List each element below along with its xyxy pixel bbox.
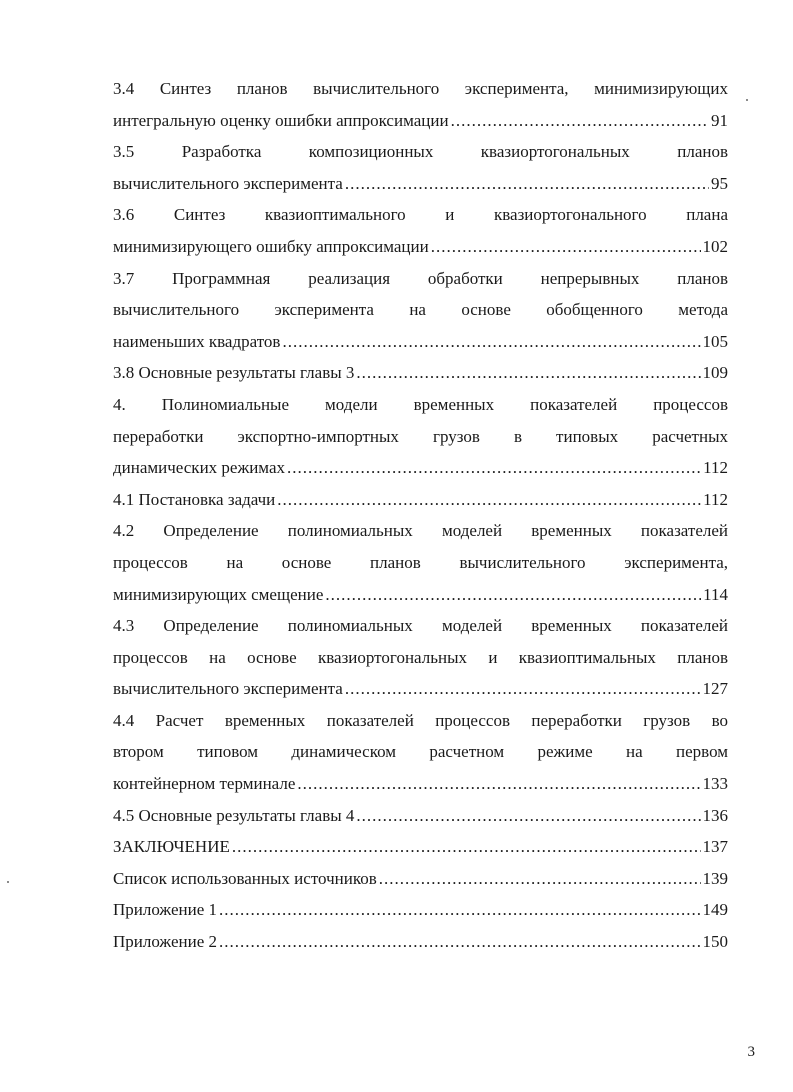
toc-entry-title: наименьших квадратов	[113, 331, 281, 351]
dot-leader	[232, 831, 701, 863]
toc-entry-page: 112	[703, 489, 728, 509]
toc-entry-last-line	[113, 768, 728, 800]
toc-entry-title: минимизирующих смещение	[113, 584, 324, 604]
dot-leader	[431, 231, 701, 263]
toc-entry	[113, 705, 728, 800]
toc-entry	[113, 389, 728, 484]
toc-entry-title: Приложение 1	[113, 900, 217, 920]
page-number: 3	[747, 1044, 755, 1060]
scan-speck	[746, 99, 748, 101]
toc-entry	[113, 926, 728, 958]
dot-leader	[345, 673, 701, 705]
toc-entry-title: контейнерном терминале	[113, 774, 296, 794]
toc-entry-page: 114	[703, 584, 728, 604]
toc-entry-page: 109	[702, 363, 728, 383]
toc-entry-last-line	[113, 231, 728, 263]
toc-entry-title: 4.5 Основные результаты главы 4	[113, 805, 355, 825]
toc-entry-title: Приложение 2	[113, 932, 217, 952]
table-of-contents	[113, 73, 728, 958]
toc-entry	[113, 484, 728, 516]
toc-entry-line: 4.3 Определение полиномиальных моделей временных показателей	[113, 616, 728, 636]
toc-entry-last-line	[113, 168, 728, 200]
toc-entry-line: 3.4 Синтез планов вычислительного эксперимента, минимизирующих	[113, 79, 728, 98]
toc-entry-last-line	[113, 800, 728, 832]
toc-entry-page: 137	[702, 837, 728, 857]
toc-entry-page: 112	[703, 458, 728, 478]
toc-entry-page: 91	[711, 110, 728, 130]
toc-entry-last-line	[113, 357, 728, 389]
dot-leader	[219, 894, 701, 926]
toc-entry	[113, 199, 728, 262]
toc-entry-last-line	[113, 105, 728, 137]
toc-entry-line: вычислительного эксперимента на основе обобщенного метода	[113, 300, 728, 320]
toc-entry	[113, 863, 728, 895]
toc-entry-page: 102	[702, 236, 728, 256]
toc-entry-page: 127	[702, 679, 728, 699]
dot-leader	[451, 105, 709, 137]
toc-entry-title: 3.8 Основные результаты главы 3	[113, 363, 355, 383]
toc-entry-last-line	[113, 452, 728, 484]
toc-entry	[113, 515, 728, 610]
toc-entry	[113, 136, 728, 199]
toc-entry-page: 149	[702, 900, 728, 920]
toc-entry-last-line	[113, 484, 728, 516]
toc-entry-page: 95	[711, 173, 728, 193]
toc-entry	[113, 263, 728, 358]
toc-entry-line: 3.5 Разработка композиционных квазиортогональных планов	[113, 142, 728, 162]
toc-entry-line: 4.2 Определение полиномиальных моделей временных показателей	[113, 521, 728, 541]
toc-entry-last-line	[113, 326, 728, 358]
toc-entry-line: 3.7 Программная реализация обработки непрерывных планов	[113, 268, 728, 288]
toc-entry-title: вычислительного эксперимента	[113, 679, 343, 699]
dot-leader	[345, 168, 709, 200]
toc-entry-page: 136	[702, 805, 728, 825]
toc-entry	[113, 73, 728, 136]
toc-entry-title: ЗАКЛЮЧЕНИЕ	[113, 837, 230, 857]
toc-entry-last-line	[113, 579, 728, 611]
toc-entry-line: 4. Полиномиальные модели временных показателей процессов	[113, 394, 728, 414]
toc-entry-page: 133	[702, 774, 728, 794]
toc-entry-last-line	[113, 926, 728, 958]
dot-leader	[219, 926, 701, 958]
toc-entry-line: процессов на основе квазиортогональных и квазиоптимальных планов	[113, 647, 728, 667]
dot-leader	[356, 357, 700, 389]
dot-leader	[287, 452, 701, 484]
toc-entry-page: 150	[702, 932, 728, 952]
dot-leader	[379, 863, 701, 895]
toc-entry-title: минимизирующего ошибку аппроксимации	[113, 236, 429, 256]
toc-entry	[113, 800, 728, 832]
toc-entry-title: интегральную оценку ошибки аппроксимации	[113, 110, 449, 130]
toc-entry-page: 105	[702, 331, 728, 351]
toc-entry-title: вычислительного эксперимента	[113, 173, 343, 193]
toc-entry-line: переработки экспортно-импортных грузов в типовых расчетных	[113, 426, 728, 446]
toc-entry	[113, 831, 728, 863]
toc-entry-last-line	[113, 831, 728, 863]
toc-entry	[113, 357, 728, 389]
toc-entry-last-line	[113, 863, 728, 895]
dot-leader	[356, 800, 700, 832]
dot-leader	[325, 579, 701, 611]
toc-entry-last-line	[113, 673, 728, 705]
toc-entry-page: 139	[702, 868, 728, 888]
toc-entry-line: 3.6 Синтез квазиоптимального и квазиортогонального плана	[113, 205, 728, 225]
toc-entry-line: 4.4 Расчет временных показателей процессов переработки грузов во	[113, 710, 728, 730]
toc-entry-title: Список использованных источников	[113, 868, 377, 888]
toc-entry-last-line	[113, 894, 728, 926]
toc-entry-title: динамических режимах	[113, 458, 285, 478]
scan-speck	[7, 881, 9, 883]
toc-entry	[113, 610, 728, 705]
toc-entry	[113, 894, 728, 926]
dot-leader	[277, 484, 701, 516]
toc-entry-title: 4.1 Постановка задачи	[113, 489, 276, 509]
dot-leader	[297, 768, 700, 800]
dot-leader	[282, 326, 700, 358]
toc-entry-line: процессов на основе планов вычислительного эксперимента,	[113, 552, 728, 572]
toc-entry-line: втором типовом динамическом расчетном режиме на первом	[113, 742, 728, 762]
